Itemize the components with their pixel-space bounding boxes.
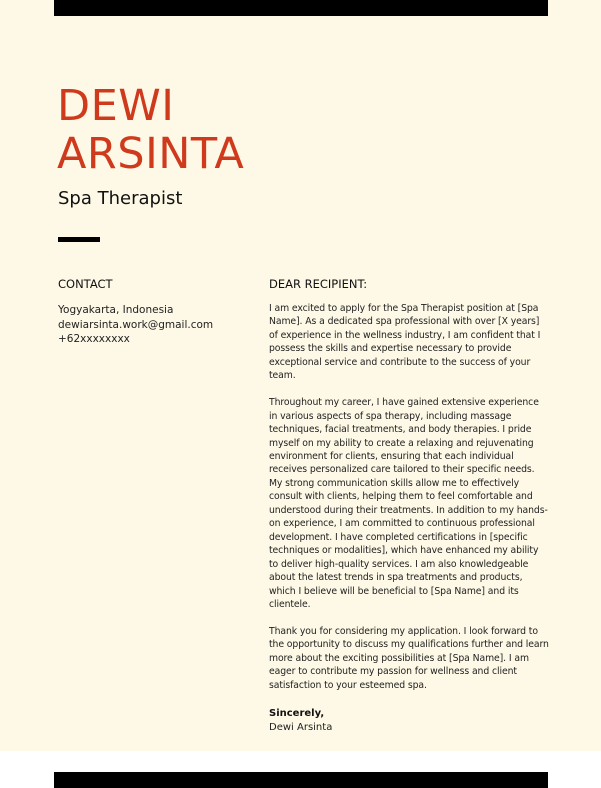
contact-location: Yogyakarta, Indonesia <box>58 304 174 316</box>
contact-heading: CONTACT <box>58 277 113 291</box>
bottom-decorative-bar <box>54 772 548 788</box>
letter-salutation: DEAR RECIPIENT: <box>269 277 368 291</box>
signer-name: Dewi Arsinta <box>269 722 333 733</box>
closing-phrase: Sincerely, <box>269 708 325 719</box>
title-divider <box>58 237 100 242</box>
first-name: DEWI <box>57 81 175 131</box>
contact-list <box>58 303 213 347</box>
applicant-name <box>57 82 357 178</box>
letter-paragraph-closing: Thank you for considering my application. I look forward to the opportunity to discuss my qualifications further and learn more about the exciting possibilities at [Spa Name]. I am eager to contribute my passion for wellness and client satisfaction to your esteemed spa. <box>269 625 549 691</box>
letter-body <box>269 302 549 706</box>
letter-paragraph-intro: I am excited to apply for the Spa Therapist position at [Spa Name]. As a dedicated spa professional with over [X years] of experience in the wellness industry, I am confident that I possess the skills and expertise necessary to provide exceptional service and contribute to the success of your team. <box>269 303 541 382</box>
last-name: ARSINTA <box>57 129 245 179</box>
top-decorative-bar <box>54 0 548 16</box>
job-title: Spa Therapist <box>58 188 183 209</box>
letter-paragraph-experience: Throughout my career, I have gained extensive experience in various aspects of spa therapy, including massage techniques, facial treatments, and body therapies. I pride myself on my ability to create a relaxing and rejuvenating environment for clients, ensuring that each individual receives personalized care tailored to their specific needs. My strong communication skills allow me to effectively consult with clients, helping them to feel comfortable and understood during their treatments. In addition to my hands-on experience, I am committed to continuous professional development. I have completed certifications in [specific techniques or modalities], which have enhanced my ability to deliver high-quality services. I am also knowledgeable about the latest trends in spa treatments and products, which I believe will be beneficial to [Spa Name] and its clientele. <box>269 397 548 611</box>
contact-phone: +62xxxxxxxx <box>58 333 130 345</box>
letter-signoff <box>269 707 549 735</box>
contact-email: dewiarsinta.work@gmail.com <box>58 318 214 331</box>
